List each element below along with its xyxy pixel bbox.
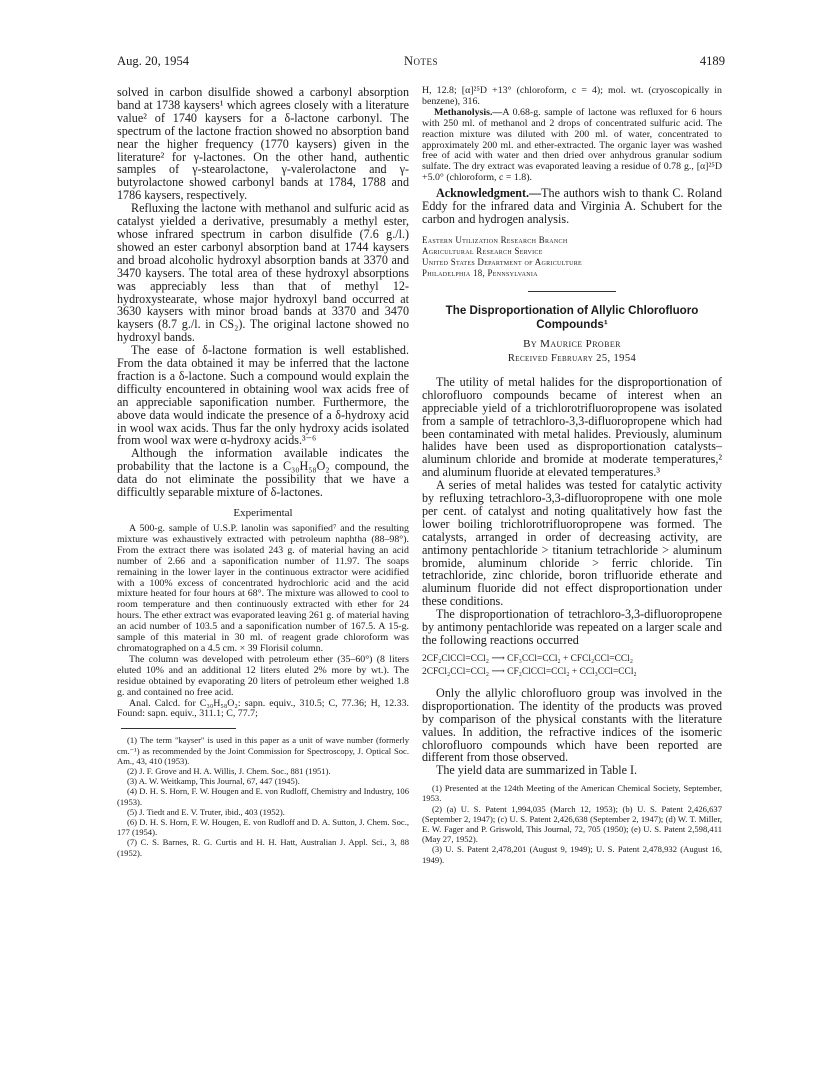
footnote: (3) A. W. Weitkamp, This Journal, 67, 447 (1945). (127, 776, 300, 787)
body-paragraph: The ease of δ-lactone formation is well established. From the data obtained it may be inferred that the lactone fraction is a δ-lactone. Such a compound would explain the difficulty encountered in obtaining wool wax acids free of an appreciable saponification number. Furthermore, the above data would indicate the presence of a δ-hydroxy acid in wool wax acids. Thus far the only hydroxy acids isolated from wool wax were α-hydroxy acids.³⁻⁶ (117, 343, 409, 448)
body-paragraph: A series of metal halides was tested for catalytic activity by refluxing tetrachloro-3,3-difluoropropene with one mole per cent. of catalyst and noting qualitatively how fast the lower boiling trichlorotrifluoropropene was formed. The catalysts, arranged in order of decreasing activity, are antimony pentachloride > titanium tetrachloride > aluminum bromide, aluminum chloride > ferric chloride. Tin tetrachloride, zinc chloride, boron trifluoride etherate and aluminum fluoride did not effect disproportionation under these conditions. (422, 478, 722, 609)
body-paragraph: Refluxing the lactone with methanol and sulfuric acid as catalyst yielded a derivative, presumably a methyl ester, whose infrared spectrum in carbon disulfide (7.6 g./l.) showed an ester carbonyl absorption band at 1744 kaysers and broad alcoholic hydroxyl absorption bands at 3370 and 3470 kaysers. The total area of these hydroxyl absorptions was appreciably less than that of methyl 12-hydroxystearate, whose major hydroxyl band occurred at 3630 kaysers with minor broad bands at 3370 and 3470 kaysers (8.7 g./l. in CS₂). The original lactone showed no hydroxyl bands. (117, 201, 409, 345)
footnote: (1) The term "kayser" is used in this paper as a unit of wave number (formerly cm.⁻¹) as recommended by the Joint Commission for Spectroscopy, J. Optical Soc. Am., 43, 410 (1953). (117, 735, 409, 766)
body-paragraph: Only the allylic chlorofluoro group was involved in the disproportionation. The identity of the products was proved by comparison of the physical constants with the literature values. In addition, the refractive indices of the isomeric chlorofluoro compounds which have been reported are different from those observed. (422, 685, 722, 765)
left-body (117, 86, 409, 499)
methanolysis-text: A 0.68-g. sample of lactone was refluxed for 6 hours with 250 ml. of methanol and 2 drops of concentrated sulfuric acid. The reaction mixture was diluted with 200 ml. of water, concentrated to approximately 200 ml. and ether-extracted. The organic layer was washed free of acid with water and then dried over anhydrous granular sodium sulfate. The dry extract was evaporated leaving a residue of 0.78 g., [α]²⁵D +5.0° (chloroform, c = 1.8). (422, 106, 722, 184)
reaction-equation: 2CF₂ClCCl=CCl₂ ⟶ CF₃CCl=CCl₂ + CFCl₂CCl=CCl₂ (422, 653, 634, 664)
footnote: (5) J. Tiedt and E. V. Truter, ibid., 403 (1952). (127, 806, 285, 817)
received-date: Received February 25, 1954 (507, 352, 637, 364)
left-footnotes (117, 735, 409, 857)
article-author: By Maurice Prober (523, 337, 621, 350)
page-number: 4189 (699, 54, 725, 68)
right-footnotes (422, 783, 722, 865)
left-column (117, 86, 409, 858)
address-line: Eastern Utilization Research Branch (422, 234, 568, 245)
methanolysis-paragraph (422, 108, 722, 184)
acknowledgment (422, 187, 722, 226)
article-body (422, 376, 722, 647)
body-paragraph: Although the information available indicates the probability that the lactone is a C₃₀H₅₈O₂ compound, the data do not eliminate the possibility that we have a difficultly separable mixture of δ-lactones. (117, 446, 409, 500)
section-name: Notes (403, 54, 439, 68)
analysis-continuation (422, 86, 722, 184)
reaction-equations (422, 653, 722, 679)
footnote: (2) (a) U. S. Patent 1,994,035 (March 12, 1953); (b) U. S. Patent 2,426,637 (September 2, 1947); (c) U. S. Patent 2,426,638 (September 2, 1947); (d) W. T. Miller, E. W. Fager and P. Griswold, This Journal, 72, 705 (1950); (e) U. S. Patent 2,598,411 (May 27, 1952). (422, 803, 722, 845)
experimental-paragraph: Anal. Calcd. for C₃₀H₅₈O₂: sapn. equiv., 310.5; C, 77.36; H, 12.33. Found: sapn. equiv., 311.1; C, 77.7; (117, 697, 409, 720)
address-line: Philadelphia 18, Pennsylvania (422, 267, 538, 278)
address-line: Agricultural Research Service (422, 245, 543, 256)
acknowledgment-text: The authors wish to thank C. Roland Eddy for the infrared data and Virginia A. Schubert for the carbon and hydrogen analysis. (422, 186, 722, 226)
methanolysis-label: Methanolysis.— (434, 106, 503, 118)
experimental-section (117, 524, 409, 720)
address-line: United States Department of Agriculture (422, 256, 582, 267)
affiliation-address (422, 235, 722, 279)
body-paragraph: The disproportionation of tetrachloro-3,3-difluoropropene by antimony pentachloride was repeated on a larger scale and the following reactions occurred (422, 607, 722, 647)
experimental-paragraph: The column was developed with petroleum ether (35–60°) (8 liters eluted 10% and an additional 12 liters eluted 2% more by wt.). The residue obtained by evaporating 20 liters of petroleum ether weighed 1.8 g. and contained no free acid. (117, 653, 409, 698)
footnote-divider (121, 728, 236, 729)
footnote: (4) D. H. S. Horn, F. W. Hougen and E. von Rudloff, Chemistry and Industry, 106 (1953). (117, 786, 409, 807)
analysis-text: H, 12.8; [α]²⁵D +13° (chloroform, c = 4); mol. wt. (cryoscopically in benzene), 316. (422, 85, 722, 107)
body-paragraph: solved in carbon disulfide showed a carbonyl absorption band at 1738 kaysers¹ which agrees closely with a literature value² of 1740 kaysers for a δ-lactone carbonyl. The spectrum of the lactone fraction showed no absorption band near the higher frequency (1770 kaysers) given in the literature² for γ-lactones. On the other hand, authentic samples of γ-stearolactone, γ-valerolactone and γ-butyrolactone showed carbonyl bands at 1784, 1788 and 1786 kaysers, respectively. (117, 85, 409, 203)
footnote: (2) J. F. Grove and H. A. Willis, J. Chem. Soc., 881 (1951). (127, 765, 331, 776)
experimental-paragraph: A 500-g. sample of U.S.P. lanolin was saponified⁷ and the resulting mixture was exhaustively extracted with petroleum naphtha (88–98°). From the extract there was isolated 243 g. of material having an acid number of 2.66 and a saponification number of 11.97. The soaps remaining in the lower layer in the continuous extractor were acidified with a 100% excess of concentrated hydrochloric acid and the acid mixture heated for four hours at 68°. The mixture was allowed to cool to room temperature and then continuously extracted with ether for 24 hours. The ether extract was evaporated leaving 261 g. of material having an acid number of 103.5 and a saponification number of 167.5. A 15-g. sample of this material in 30 ml. of reagent grade chloroform was chromatographed on a 4.5 cm. × 39 Florisil column. (117, 523, 409, 654)
body-paragraph: The utility of metal halides for the disproportionation of chlorofluoro compounds became of interest when an appreciable yield of a trichlorotrifluoropropene was isolated from a sample of tetrachloro-3,3-difluoropropene which had been contaminated with metal halides. Previously, aluminum halides have been used as disproportionation catalysts–aluminum chloride and bromide at moderate temperatures,² and aluminum fluoride at elevated temperatures.³ (422, 374, 722, 480)
footnote: (3) U. S. Patent 2,478,201 (August 9, 1949); U. S. Patent 2,478,932 (August 16, 1949). (422, 844, 722, 865)
right-column (422, 86, 722, 865)
acknowledgment-paragraph (422, 187, 722, 226)
acknowledgment-label: Acknowledgment.— (436, 186, 542, 201)
footnote: (6) D. H. S. Horn, F. W. Hougen, E. von Rudloff and D. A. Sutton, J. Chem. Soc., 177 (1954). (117, 816, 409, 838)
body-paragraph: The yield data are summarized in Table I. (436, 763, 638, 778)
footnote: (7) C. S. Barnes, R. G. Curtis and H. H. Hatt, Australian J. Appl. Sci., 3, 88 (1952). (117, 837, 409, 858)
experimental-heading: Experimental (233, 507, 293, 519)
article-body-continued (422, 687, 722, 777)
page-header (117, 54, 725, 74)
article-title: The Disproportionation of Allylic Chlorofluoro Compounds¹ (445, 303, 699, 331)
issue-date: Aug. 20, 1954 (117, 54, 190, 68)
reaction-equation: 2CFCl₂CCl=CCl₂ ⟶ CF₂ClCCl=CCl₂ + CCl₃CCl=CCl₂ (422, 666, 637, 677)
footnote: (1) Presented at the 124th Meeting of the American Chemical Society, September, 1953. (422, 783, 722, 804)
article-divider (528, 291, 616, 292)
